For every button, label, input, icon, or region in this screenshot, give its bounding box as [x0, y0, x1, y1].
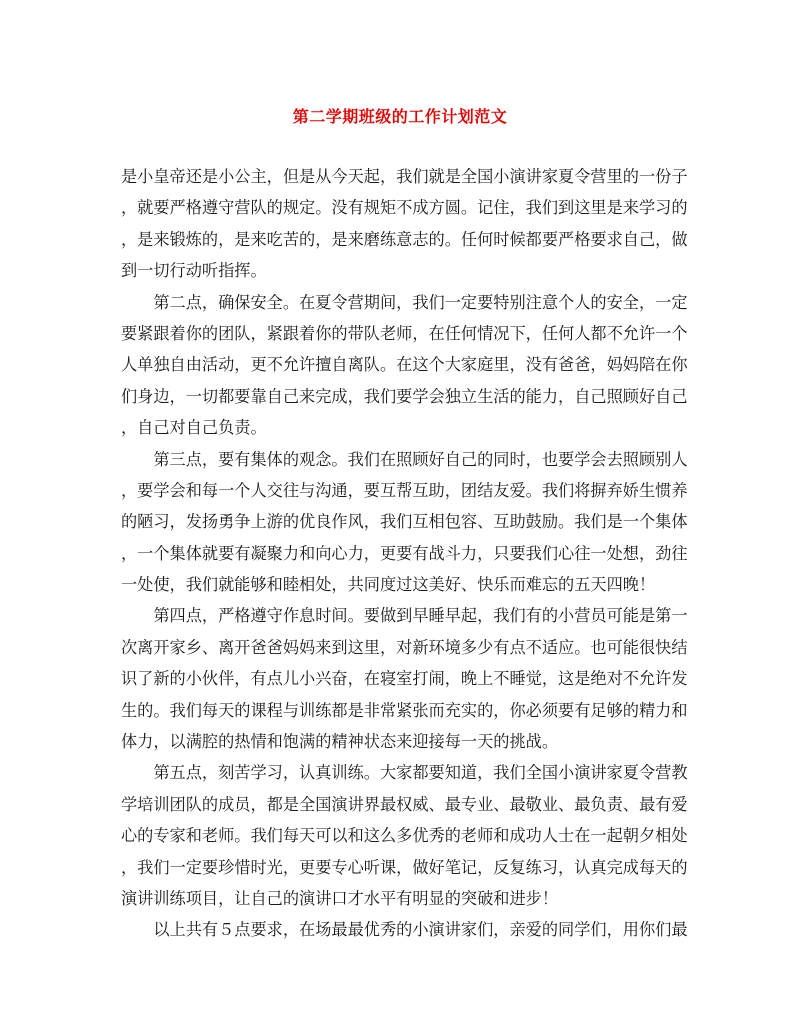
body-line: ，我们一定要珍惜时光，更要专心听课，做好笔记，反复练习，认真完成每天的 [121, 857, 688, 877]
body-line: 学培训团队的成员，都是全国演讲界最权威、最专业、最敬业、最负责、最有爱 [121, 794, 688, 814]
body-line: 第四点，严格遵守作息时间。要做到早睡早起，我们有的小营员可能是第一 [121, 606, 688, 626]
body-line: 演讲训练项目，让自己的演讲口才水平有明显的突破和进步！ [121, 888, 559, 908]
body-line: ，自己对自己负责。 [121, 418, 267, 438]
body-line: ，就要严格遵守营队的规定。没有规矩不成方圆。记住，我们到这里是来学习的 [121, 198, 688, 218]
body-line: ，是来锻炼的，是来吃苦的，是来磨练意志的。任何时候都要严格要求自己，做 [121, 229, 688, 249]
body-line: 以上共有５点要求，在场最最优秀的小演讲家们，亲爱的同学们，用你们最 [121, 920, 688, 940]
body-line: 生的。我们每天的课程与训练都是非常紧张而充实的，你必须要有足够的精力和 [121, 700, 688, 720]
body-line: 体力，以满腔的热情和饱满的精神状态来迎接每一天的挑战。 [121, 732, 559, 752]
body-line: 第五点，刻苦学习，认真训练。大家都要知道，我们全国小演讲家夏令营教 [121, 763, 688, 783]
body-line: 人单独自由活动，更不允许擅自离队。在这个大家庭里，没有爸爸，妈妈陪在你 [121, 355, 688, 375]
document-body [121, 161, 688, 946]
body-line: 第三点，要有集体的观念。我们在照顾好自己的同时，也要学会去照顾别人 [121, 449, 688, 469]
body-line: 要紧跟着你的团队，紧跟着你的带队老师，在任何情况下，任何人都不允许一个 [121, 323, 688, 343]
body-line: 第二点，确保安全。在夏令营期间，我们一定要特别注意个人的安全，一定 [121, 292, 688, 312]
body-line: 一处使，我们就能够和睦相处，共同度过这美好、快乐而难忘的五天四晚！ [121, 575, 656, 595]
body-line: 到一切行动听指挥。 [121, 261, 267, 281]
document-title: 第二学期班级的工作计划范文 [292, 107, 508, 126]
body-line: 心的专家和老师。我们每天可以和这么多优秀的老师和成功人士在一起朝夕相处 [121, 826, 688, 846]
body-line: 识了新的小伙伴，有点儿小兴奋，在寝室打闹，晚上不睡觉，这是绝对不允许发 [121, 669, 688, 689]
body-line: 的陋习，发扬勇争上游的优良作风，我们互相包容、互助鼓励。我们是一个集体 [121, 512, 688, 532]
body-line: ，一个集体就要有凝聚力和向心力，更要有战斗力，只要我们心往一处想，劲往 [121, 543, 688, 563]
body-line: ，要学会和每一个人交往与沟通，要互帮互助，团结友爱。我们将摒弃娇生惯养 [121, 480, 688, 500]
body-line: 是小皇帝还是小公主，但是从今天起，我们就是全国小演讲家夏令营里的一份子 [121, 167, 688, 186]
body-line: 次离开家乡、离开爸爸妈妈来到这里，对新环境多少有点不适应。也可能很快结 [121, 637, 688, 657]
body-line: 们身边，一切都要靠自己来完成，我们要学会独立生活的能力，自己照顾好自己 [121, 386, 688, 406]
